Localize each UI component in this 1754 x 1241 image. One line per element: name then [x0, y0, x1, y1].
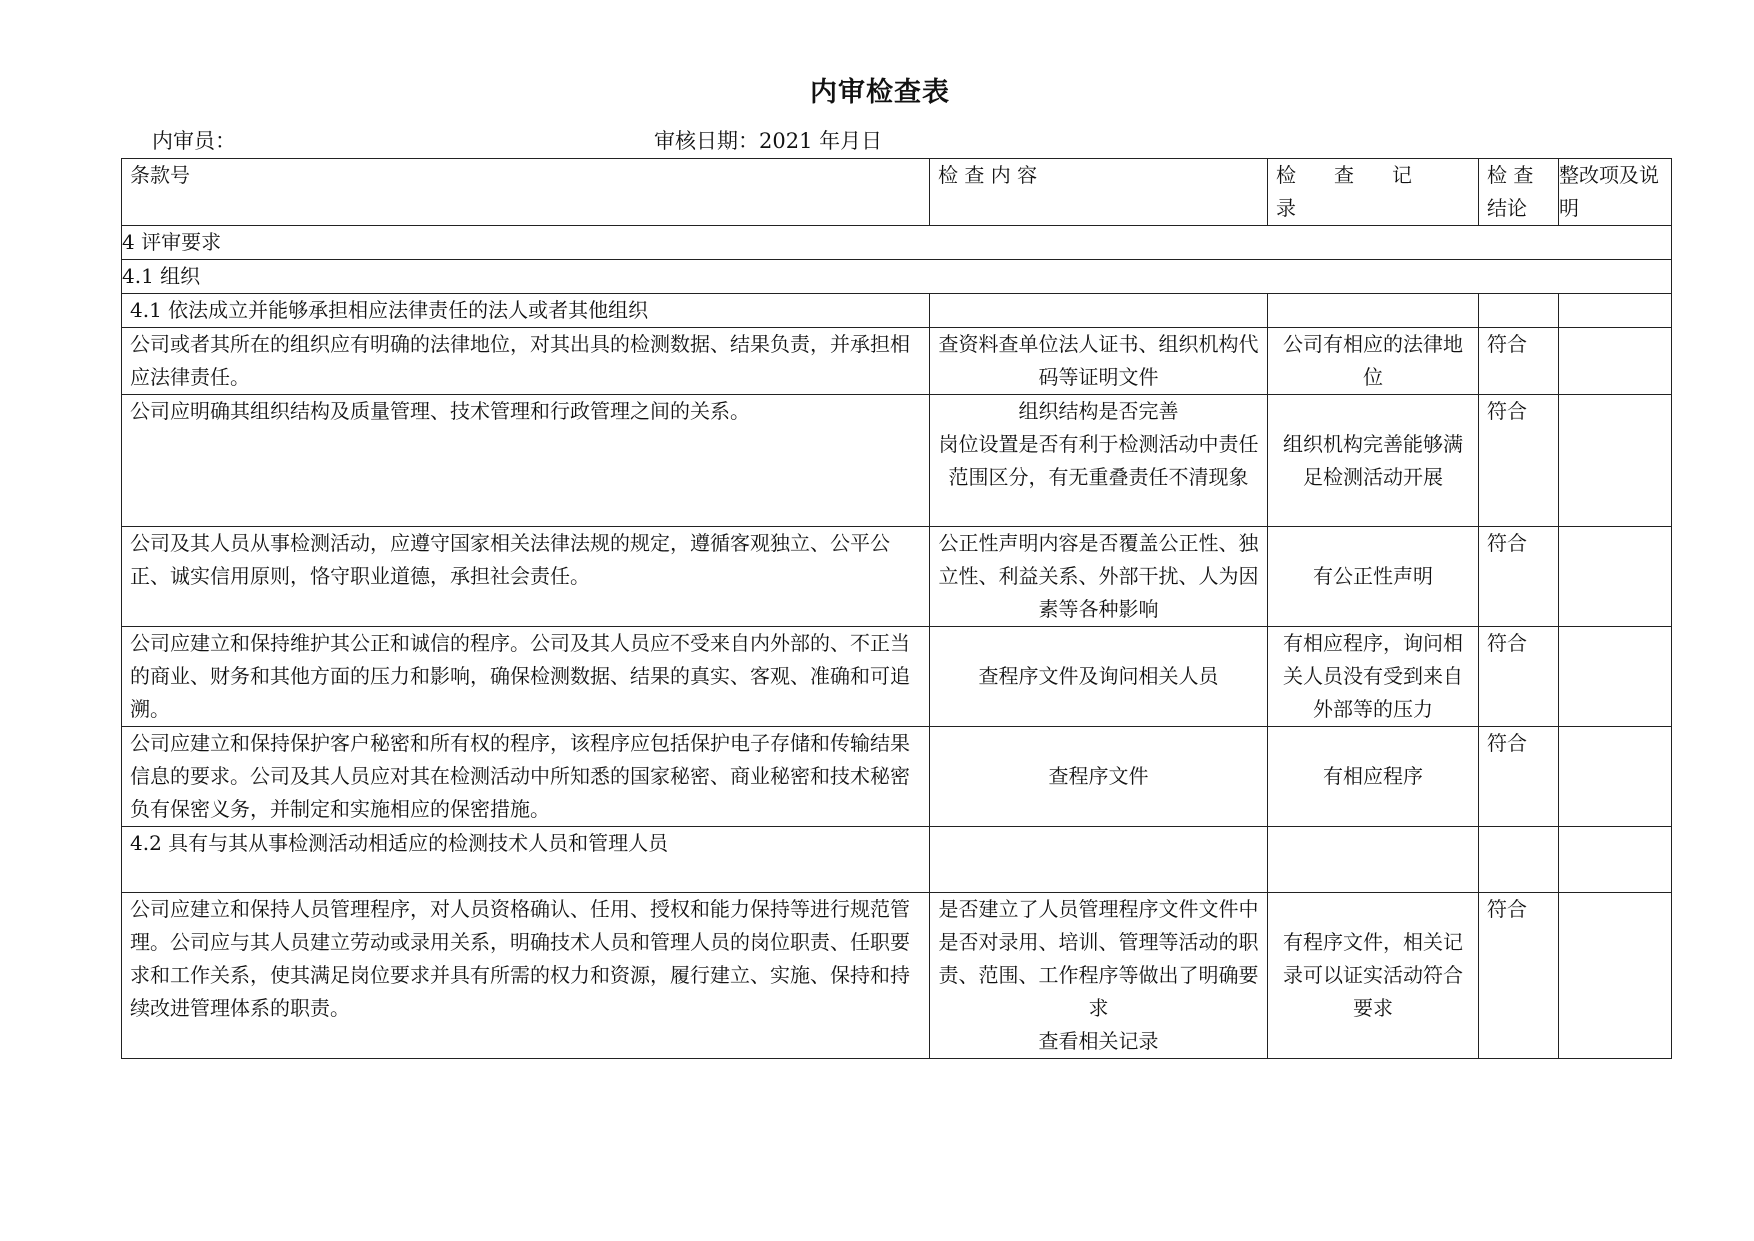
header-clause: 条款号 — [122, 159, 930, 226]
record-cell: 有相应程序 — [1268, 727, 1479, 827]
table-row — [122, 893, 1672, 1059]
content-cell — [930, 827, 1268, 893]
clause-cell: 公司应建立和保持维护其公正和诚信的程序。公司及其人员应不受来自内外部的、不正当的商业、财务和其他方面的压力和影响，确保检测数据、结果的真实、客观、准确和可追溯。 — [122, 627, 930, 727]
table-row — [122, 294, 1672, 328]
rectify-cell — [1559, 328, 1672, 395]
record-cell: 有公正性声明 — [1268, 527, 1479, 627]
header-record: 检 查 记 录 — [1268, 159, 1479, 226]
section-row — [122, 226, 1672, 260]
conclusion-cell: 符合 — [1479, 627, 1559, 727]
record-cell: 有程序文件，相关记录可以证实活动符合要求 — [1268, 893, 1479, 1059]
header-rectify: 整改项及说明 — [1559, 159, 1672, 226]
rectify-cell — [1559, 294, 1672, 328]
table-row — [122, 827, 1672, 893]
table-row — [122, 727, 1672, 827]
record-cell: 组织机构完善能够满足检测活动开展 — [1268, 395, 1479, 527]
clause-cell: 公司应建立和保持人员管理程序，对人员资格确认、任用、授权和能力保持等进行规范管理。公司应与其人员建立劳动或录用关系，明确技术人员和管理人员的岗位职责、任职要求和工作关系，使其满足岗位要求并具有所需的权力和资源，履行建立、实施、保持和持续改进管理体系的职责。 — [122, 893, 930, 1059]
section-row — [122, 260, 1672, 294]
content-cell: 组织结构是否完善 岗位设置是否有利于检测活动中责任范围区分，有无重叠责任不清现象 — [930, 395, 1268, 527]
rectify-cell — [1559, 627, 1672, 727]
clause-cell: 公司应建立和保持保护客户秘密和所有权的程序，该程序应包括保护电子存储和传输结果信息的要求。公司及其人员应对其在检测活动中所知悉的国家秘密、商业秘密和技术秘密负有保密义务，并制定和实施相应的保密措施。 — [122, 727, 930, 827]
record-cell — [1268, 294, 1479, 328]
auditor-label: 内审员： — [152, 129, 236, 153]
conclusion-cell — [1479, 827, 1559, 893]
rectify-cell — [1559, 527, 1672, 627]
table-row — [122, 627, 1672, 727]
conclusion-cell: 符合 — [1479, 328, 1559, 395]
rectify-cell — [1559, 893, 1672, 1059]
record-cell — [1268, 827, 1479, 893]
table-row — [122, 328, 1672, 395]
audit-checklist-table — [121, 158, 1672, 1059]
conclusion-cell — [1479, 294, 1559, 328]
content-cell: 公正性声明内容是否覆盖公正性、独立性、利益关系、外部干扰、人为因素等各种影响 — [930, 527, 1268, 627]
clause-cell: 4.2 具有与其从事检测活动相适应的检测技术人员和管理人员 — [122, 827, 930, 893]
table-header-row — [122, 159, 1672, 226]
conclusion-cell: 符合 — [1479, 395, 1559, 527]
page-title: 内审检查表 — [810, 77, 950, 108]
audit-date-label: 审核日期：2021 年月日 — [654, 129, 883, 153]
content-cell: 查程序文件及询问相关人员 — [930, 627, 1268, 727]
clause-cell: 公司应明确其组织结构及质量管理、技术管理和行政管理之间的关系。 — [122, 395, 930, 527]
record-cell: 公司有相应的法律地位 — [1268, 328, 1479, 395]
record-cell: 有相应程序，询问相关人员没有受到来自外部等的压力 — [1268, 627, 1479, 727]
section-4-1: 4.1 组织 — [122, 260, 1672, 294]
table-row — [122, 527, 1672, 627]
conclusion-cell: 符合 — [1479, 727, 1559, 827]
rectify-cell — [1559, 727, 1672, 827]
content-cell — [930, 294, 1268, 328]
conclusion-cell: 符合 — [1479, 527, 1559, 627]
rectify-cell — [1559, 395, 1672, 527]
rectify-cell — [1559, 827, 1672, 893]
conclusion-cell: 符合 — [1479, 893, 1559, 1059]
content-cell: 查资料查单位法人证书、组织机构代码等证明文件 — [930, 328, 1268, 395]
content-cell: 查程序文件 — [930, 727, 1268, 827]
clause-cell: 4.1 依法成立并能够承担相应法律责任的法人或者其他组织 — [122, 294, 930, 328]
section-4: 4 评审要求 — [122, 226, 1672, 260]
table-row — [122, 395, 1672, 527]
content-cell: 是否建立了人员管理程序文件文件中是否对录用、培训、管理等活动的职责、范围、工作程序等做出了明确要求 查看相关记录 — [930, 893, 1268, 1059]
clause-cell: 公司或者其所在的组织应有明确的法律地位，对其出具的检测数据、结果负责，并承担相应法律责任。 — [122, 328, 930, 395]
header-conclusion: 检 查 结论 — [1479, 159, 1559, 226]
header-content: 检 查 内 容 — [930, 159, 1268, 226]
clause-cell: 公司及其人员从事检测活动，应遵守国家相关法律法规的规定，遵循客观独立、公平公正、诚实信用原则，恪守职业道德，承担社会责任。 — [122, 527, 930, 627]
